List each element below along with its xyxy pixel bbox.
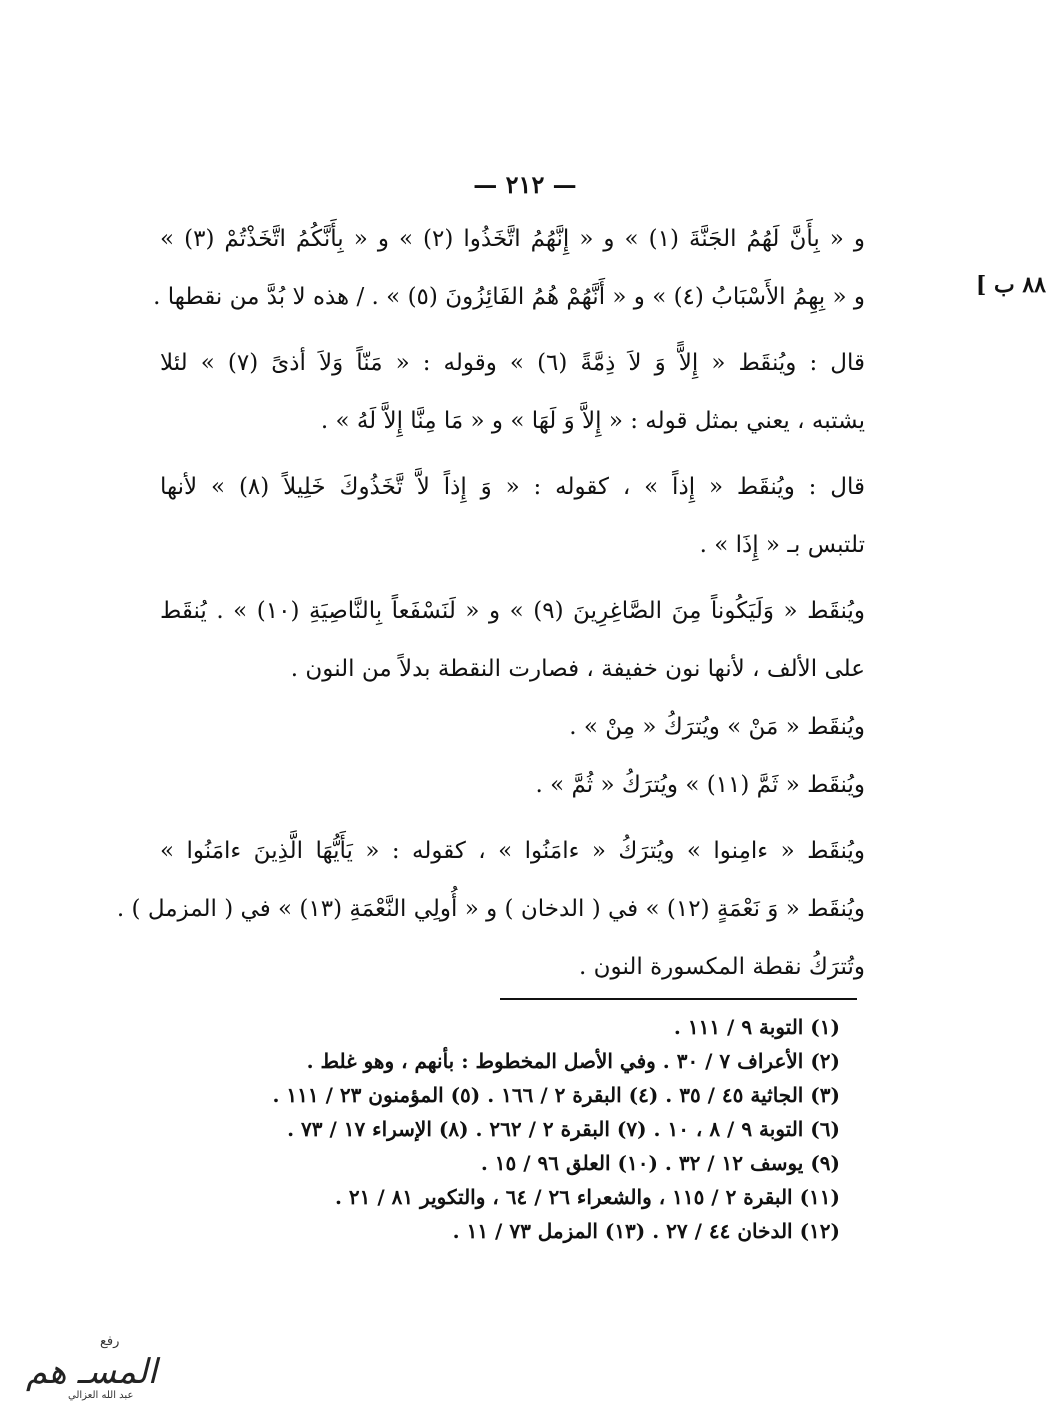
watermark-logo xyxy=(8,1330,178,1420)
footnote: (١٢) الدخان ٤٤ / ٢٧ . (١٣) المزمل ٧٣ / ١١ . xyxy=(452,1219,840,1243)
text-line: ويُنقَط « ءامِنوا » ويُترَكُ « ءامَنُوا » ، كقوله : « يَأَيُّهَا الَّذِينَ ءامَنُوا » xyxy=(160,838,865,864)
text-line: و « بِأَنَّ لَهُمُ الجَنَّةَ (١) » و « إِنَّهُمُ اتَّخَذُوا (٢) » و « بِأَنَّكُمُ اتَّخَذْتُمْ (٣) » xyxy=(160,226,865,252)
text-line: على الألف ، لأنها نون خفيفة ، فصارت النقطة بدلاً من النون . xyxy=(290,656,865,682)
main-text xyxy=(116,210,866,996)
text-line: قال : ويُنقَط « إِلاًّ وَ لاَ ذِمَّةً (٦) » وقوله : « مَنّاً وَلاَ أذىً (٧) » لئلا xyxy=(160,350,865,376)
text-line: وتُترَكُ نقطة المكسورة النون . xyxy=(579,954,865,980)
logo-small-text: عبد الله العزالي xyxy=(68,1390,134,1401)
footnote: (١) التوبة ٩ / ١١١ . xyxy=(673,1015,840,1039)
text-line: ويُنقَط « وَ نَعْمَةٍ (١٢) » في ( الدخان ) و « أُولِي النَّعْمَةِ (١٣) » في ( المزمل ) . xyxy=(116,896,865,922)
text-line: ويُنقَط « وَلَيَكُوناً مِنَ الصَّاغِرِينَ (٩) » و « لَنَسْفَعاً بِالنَّاصِيَةِ (١٠) » . يُنقَط xyxy=(160,598,866,624)
text-line: يشتبه ، يعني بمثل قوله : « إِلاَّ وَ لَهَا » و « مَا مِنَّا إِلاَّ لَهُ » . xyxy=(320,408,865,434)
text-line: ويُنقَط « مَنْ » ويُترَكُ « مِنْ » . xyxy=(569,714,865,740)
logo-main-text: المسـ هم xyxy=(26,1352,158,1392)
footnote-separator xyxy=(500,998,857,1000)
footnote: (٩) يوسف ١٢ / ٣٢ . (١٠) العلق ٩٦ / ١٥ . xyxy=(480,1151,840,1175)
footnote: (٢) الأعراف ٧ / ٣٠ . وفي الأصل المخطوط : بأنهم ، وهو غلط . xyxy=(306,1049,840,1073)
footnote: (٦) التوبة ٩ / ٨ ، ١٠ . (٧) البقرة ٢ / ٢٦٢ . (٨) الإسراء ١٧ / ٧٣ . xyxy=(287,1117,840,1141)
page-number: — ٢١٢ — xyxy=(473,170,577,199)
footnote: (٣) الجاثية ٤٥ / ٣٥ . (٤) البقرة ٢ / ١٦٦ . (٥) المؤمنون ٢٣ / ١١١ . xyxy=(272,1083,840,1107)
logo-top-text: رفع xyxy=(100,1334,120,1349)
text-line: قال : ويُنقَط « إِذاً » ، كقوله : « وَ إِذاً لاَّ تَّخَذُوكَ خَلِيلاً (٨) » لأنها xyxy=(160,474,866,500)
footnotes xyxy=(160,1010,840,1248)
text-line: ويُنقَط « ثَمَّ (١١) » ويُترَكُ « ثُمَّ » . xyxy=(535,772,865,798)
footnote: (١١) البقرة ٢ / ١١٥ ، والشعراء ٢٦ / ٦٤ ، والتكوير ٨١ / ٢١ . xyxy=(334,1185,840,1209)
manuscript-folio-marker: ٨٨ ب ] xyxy=(975,272,1046,298)
text-line: تلتبس بـ « إِذَا » . xyxy=(699,532,865,558)
text-line: و « بِهِمُ الأَسْبَابُ (٤) » و « أَنَّهُمْ هُمُ الفَائِزُونَ (٥) » . / هذه لا بُدَّ من نقطها . xyxy=(153,284,865,310)
